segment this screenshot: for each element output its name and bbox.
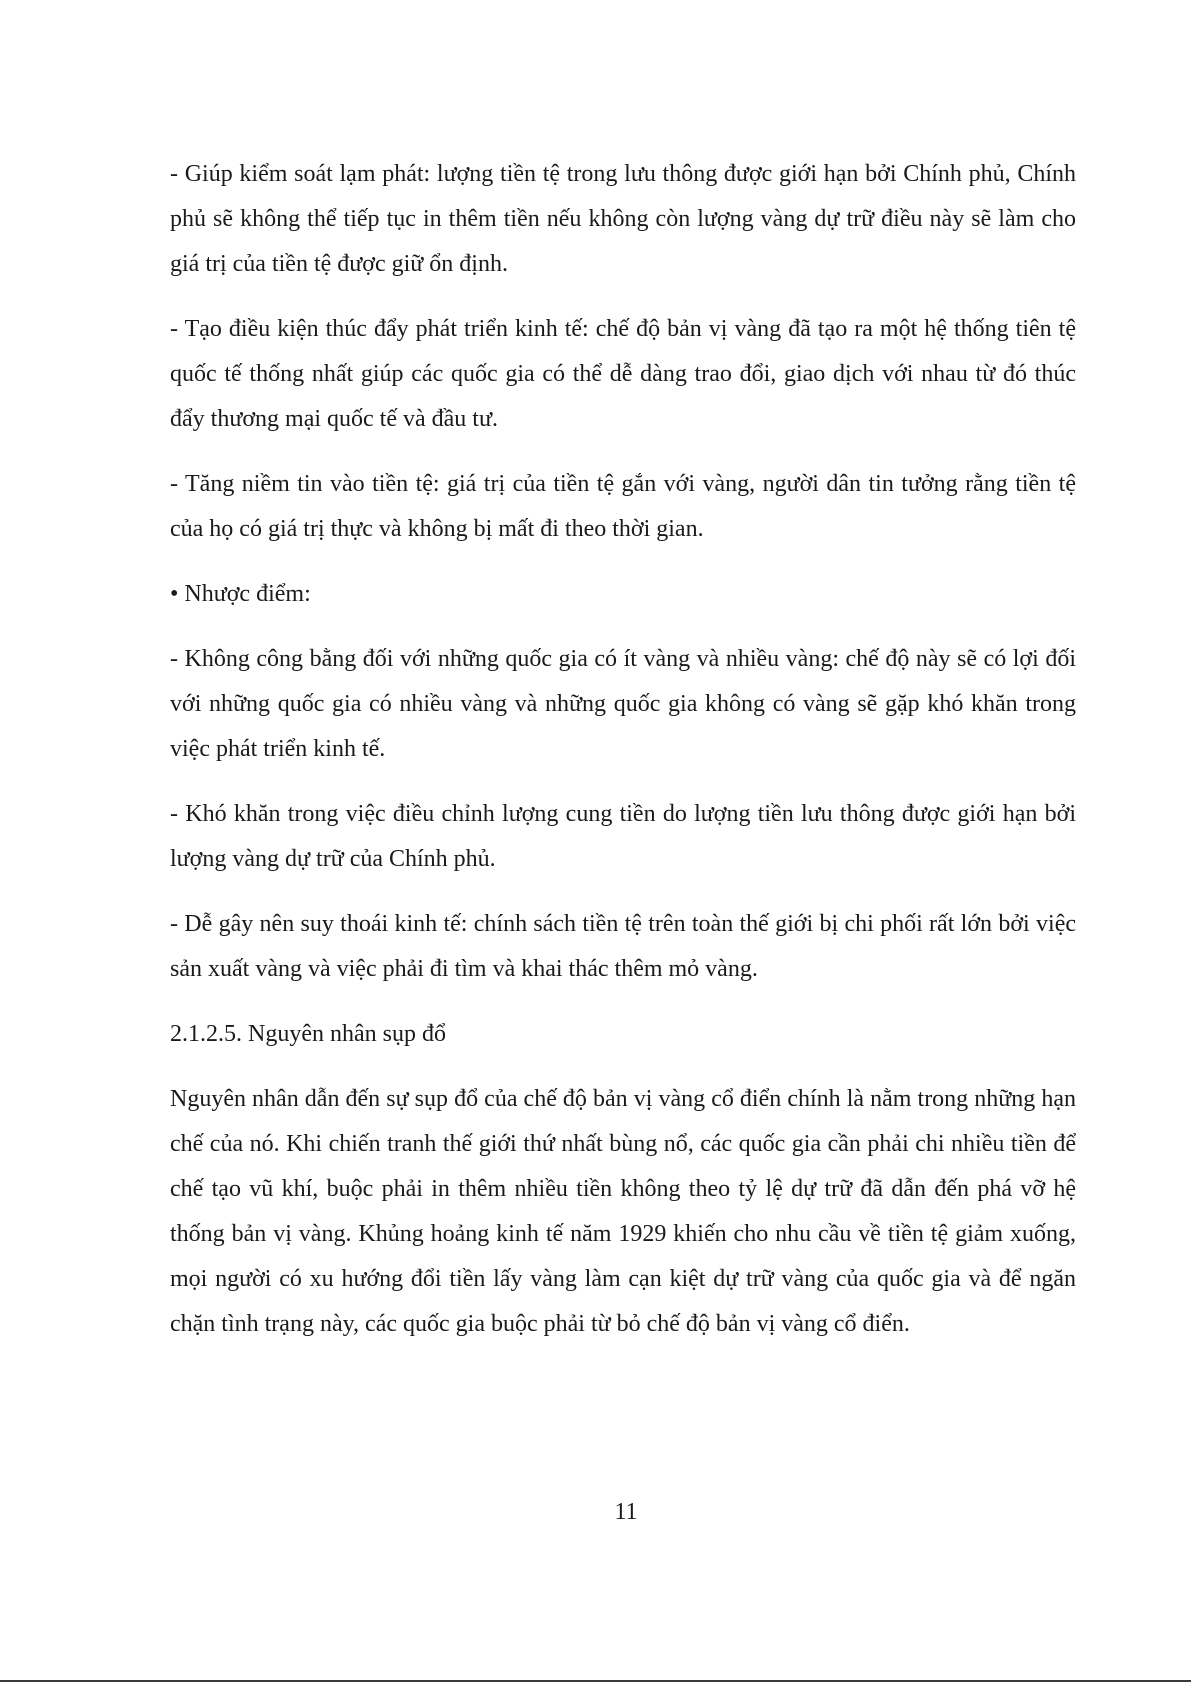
page-number: 11	[614, 1499, 638, 1525]
paragraph-currency-trust: - Tăng niềm tin vào tiền tệ: giá trị của tiền tệ gắn với vàng, người dân tin tưởng rằng tiền tệ của họ có giá trị thực và không bị mất đi theo thời gian.	[170, 471, 1076, 542]
paragraph-collapse-causes: Nguyên nhân dẫn đến sự sụp đổ của chế độ bản vị vàng cổ điển chính là nằm trong những hạn chế của nó. Khi chiến tranh thế giới thứ nhất bùng nổ, các quốc gia cần phải chi nhiều tiền để chế tạo vũ khí, buộc phải in thêm nhiều tiền không theo tỷ lệ dự trữ đã dẫn đến phá vỡ hệ thống bản vị vàng. Khủng hoảng kinh tế năm 1929 khiến cho nhu cầu về tiền tệ giảm xuống, mọi người có xu hướng đổi tiền lấy vàng làm cạn kiệt dự trữ vàng của quốc gia và để ngăn chặn tình trạng này, các quốc gia buộc phải từ bỏ chế độ bản vị vàng cổ điển.	[170, 1086, 1076, 1337]
page-content	[170, 152, 1076, 1367]
paragraph-money-supply: - Khó khăn trong việc điều chỉnh lượng cung tiền do lượng tiền lưu thông được giới hạn bởi lượng vàng dự trữ của Chính phủ.	[170, 801, 1076, 872]
paragraph-economic-growth: - Tạo điều kiện thúc đẩy phát triển kinh tế: chế độ bản vị vàng đã tạo ra một hệ thống tiên tệ quốc tế thống nhất giúp các quốc gia có thể dễ dàng trao đổi, giao dịch với nhau từ đó thúc đẩy thương mại quốc tế và đầu tư.	[170, 316, 1076, 432]
section-heading: 2.1.2.5. Nguyên nhân sụp đổ	[170, 1021, 446, 1047]
paragraph-inflation-control: - Giúp kiểm soát lạm phát: lượng tiền tệ trong lưu thông được giới hạn bởi Chính phủ, Chính phủ sẽ không thể tiếp tục in thêm tiền nếu không còn lượng vàng dự trữ điều này sẽ làm cho giá trị của tiền tệ được giữ ổn định.	[170, 161, 1076, 277]
paragraph-recession: - Dễ gây nên suy thoái kinh tế: chính sách tiền tệ trên toàn thế giới bị chi phối rất lớn bởi việc sản xuất vàng và việc phải đi tìm và khai thác thêm mỏ vàng.	[170, 911, 1076, 982]
disadvantages-label: • Nhược điểm:	[170, 581, 311, 607]
paragraph-unfairness: - Không công bằng đối với những quốc gia có ít vàng và nhiều vàng: chế độ này sẽ có lợi đối với những quốc gia có nhiều vàng và những quốc gia không có vàng sẽ gặp khó khăn trong việc phát triển kinh tế.	[170, 646, 1076, 762]
bottom-divider	[0, 1680, 1191, 1682]
